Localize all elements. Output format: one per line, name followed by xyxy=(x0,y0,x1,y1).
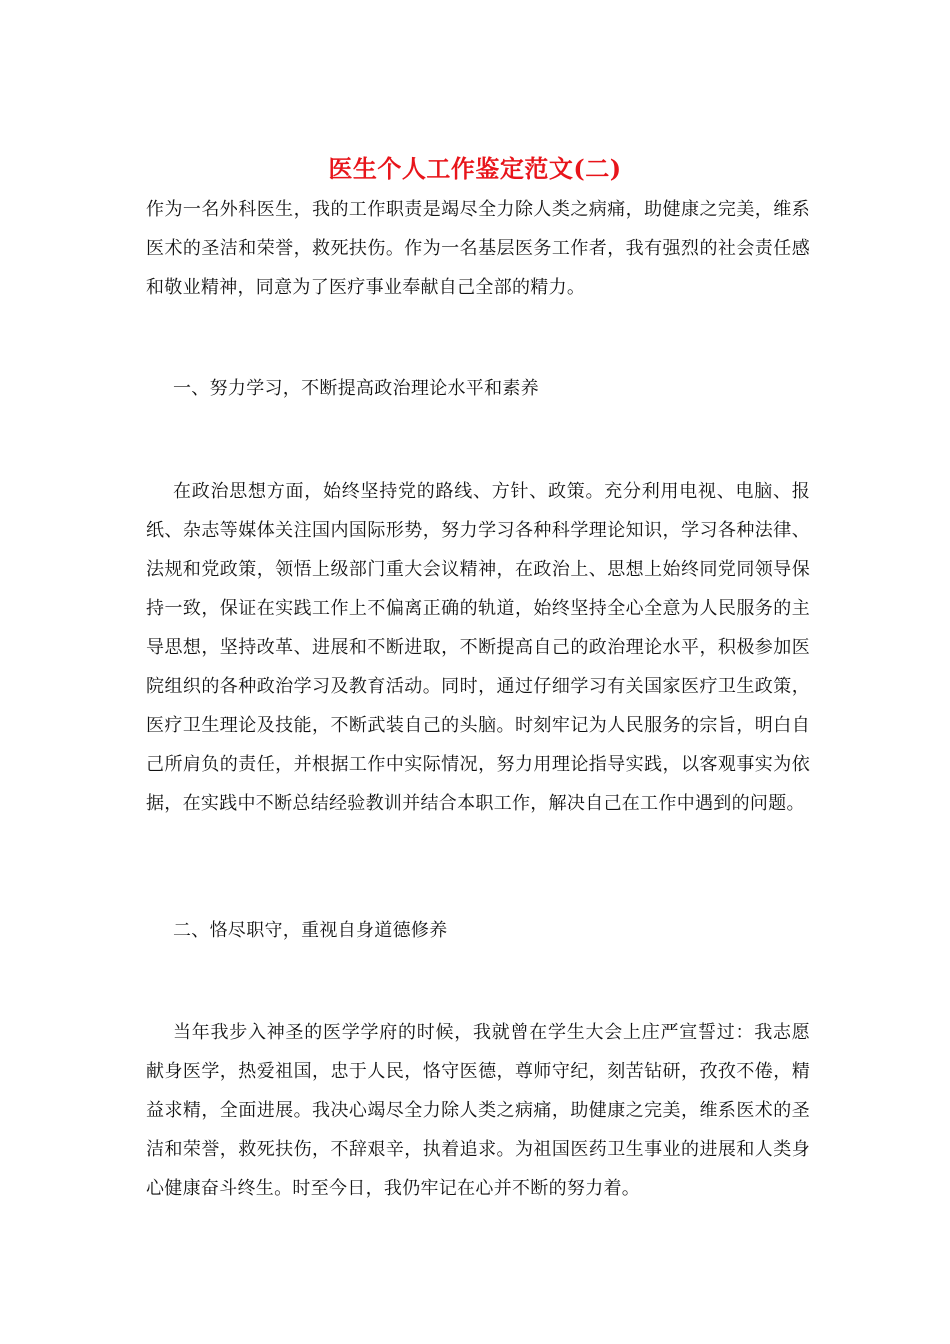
section-1-heading: 一、努力学习，不断提高政治理论水平和素养 xyxy=(173,378,539,399)
section-2-body: 当年我步入神圣的医学学府的时候，我就曾在学生大会上庄严宣誓过：我志愿献身医学，热爱祖国，忠于人民，恪守医德，尊师守纪，刻苦钻研，孜孜不倦，精益求精，全面进展。我决心竭尽全力除人类之病痛，助健康之完美，维系医术的圣洁和荣誉，救死扶伤，不辞艰辛，执着追求。为祖国医药卫生事业的进展和人类身心健康奋斗终生。时至今日，我仍牢记在心并不断的努力着。 xyxy=(146,1022,810,1199)
document-title: 医生个人工作鉴定范文(二) xyxy=(328,154,622,183)
section-1-body: 在政治思想方面，始终坚持党的路线、方针、政策。充分利用电视、电脑、报纸、杂志等媒体关注国内国际形势，努力学习各种科学理论知识，学习各种法律、法规和党政策，领悟上级部门重大会议精神，在政治上、思想上始终同党同领导保持一致，保证在实践工作上不偏离正确的轨道，始终坚持全心全意为人民服务的主导思想，坚持改革、进展和不断进取，不断提高自己的政治理论水平，积极参加医院组织的各种政治学习及教育活动。同时，通过仔细学习有关国家医疗卫生政策，医疗卫生理论及技能，不断武装自己的头脑。时刻牢记为人民服务的宗旨，明白自己所肩负的责任，并根据工作中实际情况，努力用理论指导实践，以客观事实为依据，在实践中不断总结经验教训并结合本职工作，解决自己在工作中遇到的问题。 xyxy=(146,481,810,814)
section-2-heading: 二、恪尽职守，重视自身道德修养 xyxy=(173,920,448,941)
intro-paragraph: 作为一名外科医生，我的工作职责是竭尽全力除人类之病痛，助健康之完美，维系医术的圣洁和荣誉，救死扶伤。作为一名基层医务工作者，我有强烈的社会责任感和敬业精神，同意为了医疗事业奉献自己全部的精力。 xyxy=(146,199,810,298)
